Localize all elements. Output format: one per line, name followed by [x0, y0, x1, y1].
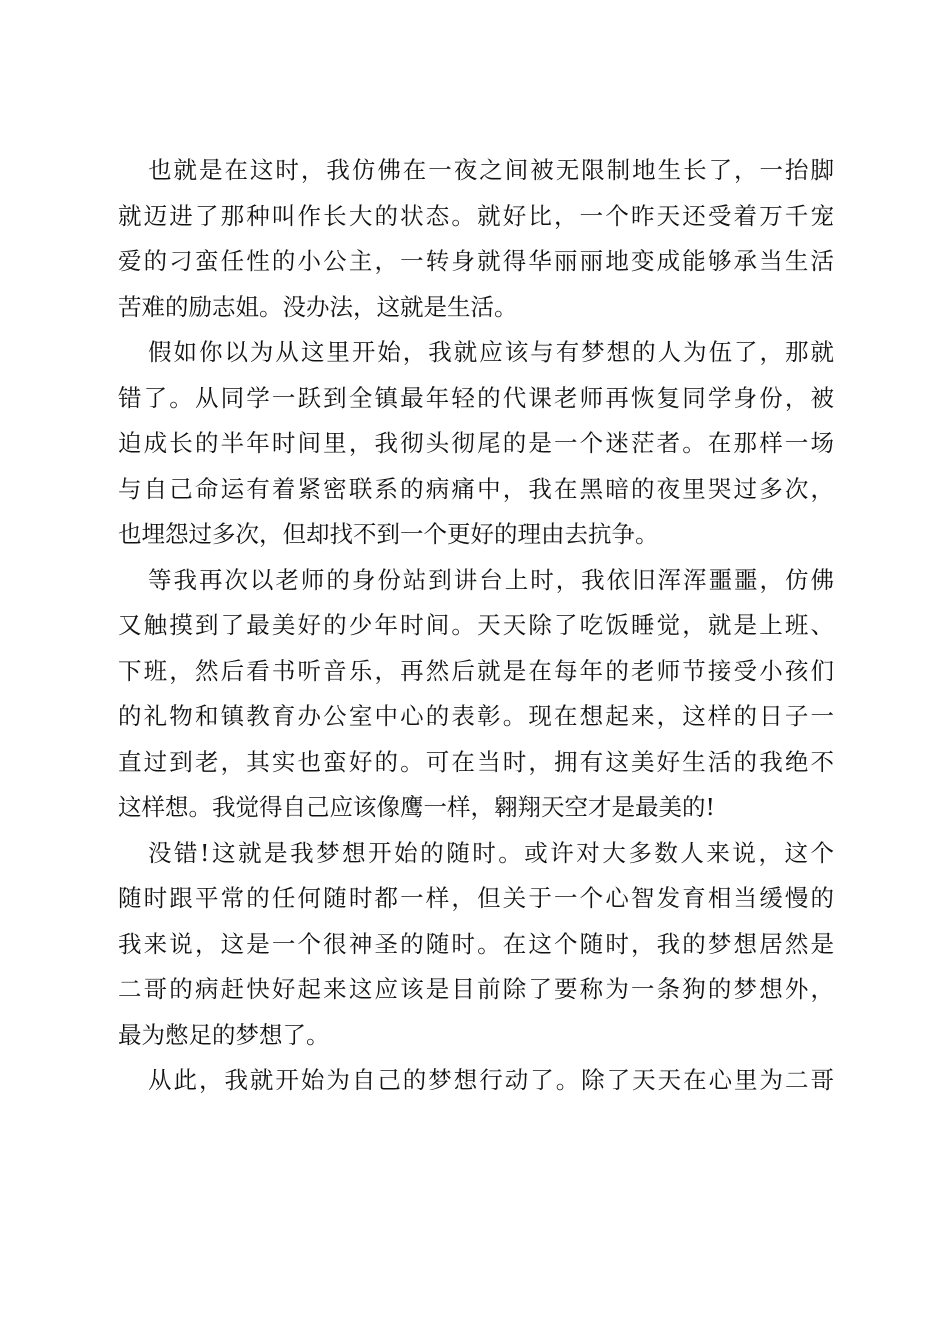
- paragraph: [118, 1058, 834, 1104]
- text-line: 下班，然后看书听音乐，再然后就是在每年的老师节接受小孩们: [118, 656, 834, 685]
- text-line: 就迈进了那种叫作长大的状态。就好比，一个昨天还受着万千宠: [118, 201, 834, 230]
- text-line: 迫成长的半年时间里，我彻头彻尾的是一个迷茫者。在那样一场: [118, 429, 834, 457]
- text-line: 苦难的励志姐。没办法，这就是生活。: [118, 292, 518, 321]
- text-line: 等我再次以老师的身份站到讲台上时，我依旧浑浑噩噩，仿佛: [148, 565, 834, 594]
- paragraph: [118, 330, 834, 558]
- text-line: 我来说，这是一个很神圣的随时。在这个随时，我的梦想居然是: [118, 929, 834, 958]
- text-line: 也就是在这时，我仿佛在一夜之间被无限制地生长了，一抬脚: [148, 156, 834, 184]
- text-line: 又触摸到了最美好的少年时间。天天除了吃饭睡觉，就是上班、: [118, 611, 834, 639]
- paragraph: [118, 558, 834, 831]
- text-line: 也埋怨过多次，但却找不到一个更好的理由去抗争。: [118, 520, 659, 548]
- text-line: 随时跟平常的任何随时都一样，但关于一个心智发育相当缓慢的: [118, 884, 834, 912]
- text-line: 假如你以为从这里开始，我就应该与有梦想的人为伍了，那就: [148, 338, 834, 366]
- text-line: 的礼物和镇教育办公室中心的表彰。现在想起来，这样的日子一: [118, 702, 834, 730]
- paragraph: [118, 831, 834, 1059]
- paragraph: [118, 148, 834, 330]
- text-line: 错了。从同学一跃到全镇最年轻的代课老师再恢复同学身份，被: [118, 383, 834, 412]
- text-line: 最为憋足的梦想了。: [118, 1020, 330, 1049]
- text-line: 没错!这就是我梦想开始的随时。或许对大多数人来说，这个: [148, 838, 834, 867]
- text-line: 从此，我就开始为自己的梦想行动了。除了天天在心里为二哥: [148, 1066, 834, 1094]
- body-text: [118, 148, 834, 1104]
- text-line: 直过到老，其实也蛮好的。可在当时，拥有这美好生活的我绝不: [118, 747, 834, 776]
- text-line: 与自己命运有着紧密联系的病痛中，我在黑暗的夜里哭过多次，: [118, 474, 834, 503]
- text-line: 爱的刁蛮任性的小公主，一转身就得华丽丽地变成能够承当生活: [118, 247, 834, 275]
- text-line: 二哥的病赶快好起来这应该是目前除了要称为一条狗的梦想外，: [118, 975, 834, 1003]
- text-line: 这样想。我觉得自己应该像鹰一样，翱翔天空才是最美的!: [118, 793, 715, 821]
